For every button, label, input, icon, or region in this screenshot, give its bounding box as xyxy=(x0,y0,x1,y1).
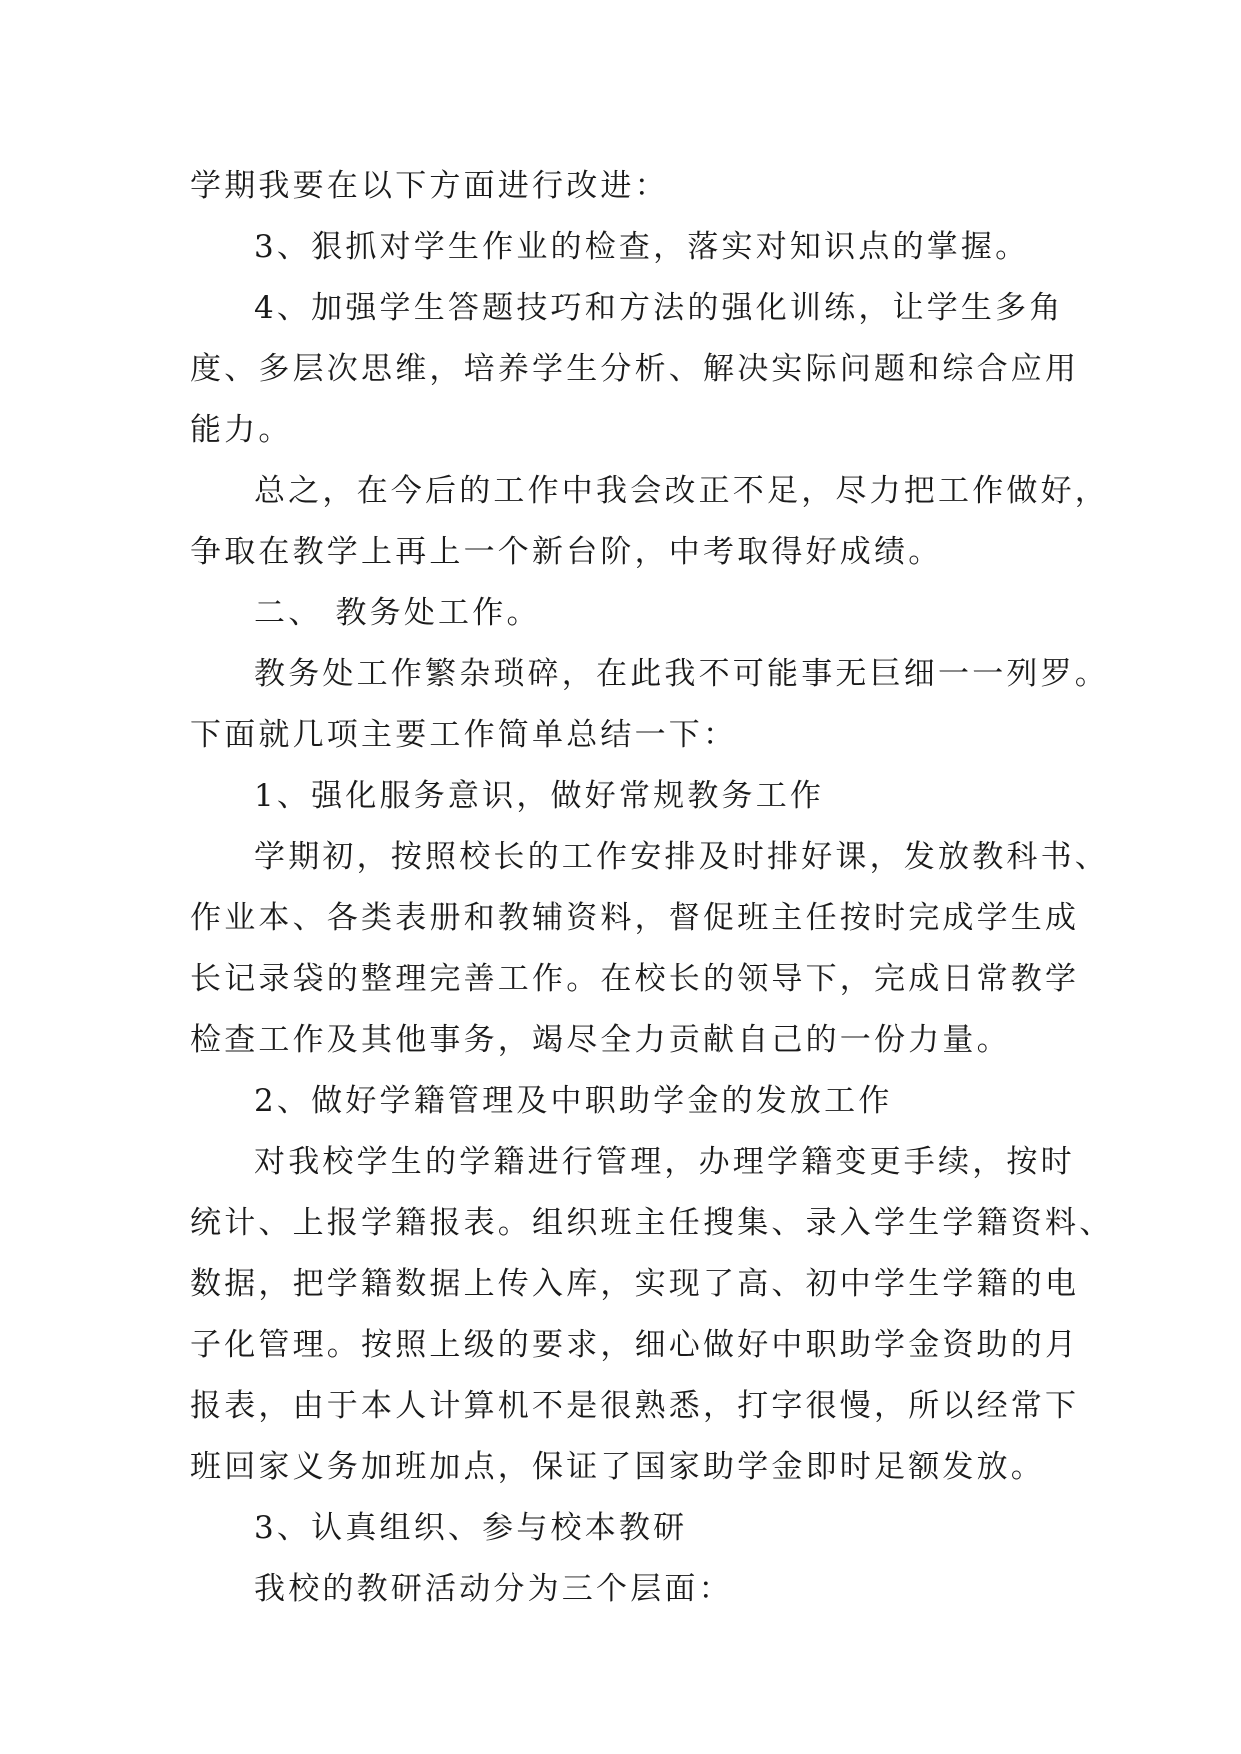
text-line: 我校的教研活动分为三个层面： xyxy=(254,1571,733,1607)
text-line: 数据，把学籍数据上传入库，实现了高、初中学生学籍的电 xyxy=(190,1266,1080,1302)
text-line: 总之，在今后的工作中我会改正不足，尽力把工作做好， xyxy=(254,473,1109,509)
subsection-heading: 2、做好学籍管理及中职助学金的发放工作 xyxy=(254,1083,893,1119)
text-line: 长记录袋的整理完善工作。在校长的领导下，完成日常教学 xyxy=(190,961,1080,997)
subsection-heading: 3、认真组织、参与校本教研 xyxy=(254,1510,688,1546)
text-line: 能力。 xyxy=(190,412,293,448)
document-body xyxy=(190,156,1114,1620)
text-line: 争取在教学上再上一个新台阶，中考取得好成绩。 xyxy=(190,534,943,570)
text-line: 作业本、各类表册和教辅资料，督促班主任按时完成学生成 xyxy=(190,900,1080,936)
subsection-heading: 1、强化服务意识，做好常规教务工作 xyxy=(254,778,825,814)
text-line: 下面就几项主要工作简单总结一下： xyxy=(190,717,738,753)
text-line: 统计、上报学籍报表。组织班主任搜集、录入学生学籍资料、 xyxy=(190,1205,1114,1241)
text-line: 教务处工作繁杂琐碎，在此我不可能事无巨细一一列罗。 xyxy=(254,656,1109,692)
text-line: 报表，由于本人计算机不是很熟悉，打字很慢，所以经常下 xyxy=(190,1388,1080,1424)
text-line: 3、狠抓对学生作业的检查，落实对知识点的掌握。 xyxy=(254,229,1030,265)
text-line: 子化管理。按照上级的要求，细心做好中职助学金资助的月 xyxy=(190,1327,1080,1363)
text-line: 度、多层次思维，培养学生分析、解决实际问题和综合应用 xyxy=(190,351,1080,387)
text-line: 学期初，按照校长的工作安排及时排好课，发放教科书、 xyxy=(254,839,1109,875)
section-heading: 二、 教务处工作。 xyxy=(254,595,541,631)
text-line: 对我校学生的学籍进行管理，办理学籍变更手续，按时 xyxy=(254,1144,1075,1180)
text-line: 学期我要在以下方面进行改进： xyxy=(190,168,669,204)
text-line: 4、加强学生答题技巧和方法的强化训练，让学生多角 xyxy=(254,290,1064,326)
text-line: 检查工作及其他事务，竭尽全力贡献自己的一份力量。 xyxy=(190,1022,1011,1058)
text-line: 班回家义务加班加点，保证了国家助学金即时足额发放。 xyxy=(190,1449,1045,1485)
